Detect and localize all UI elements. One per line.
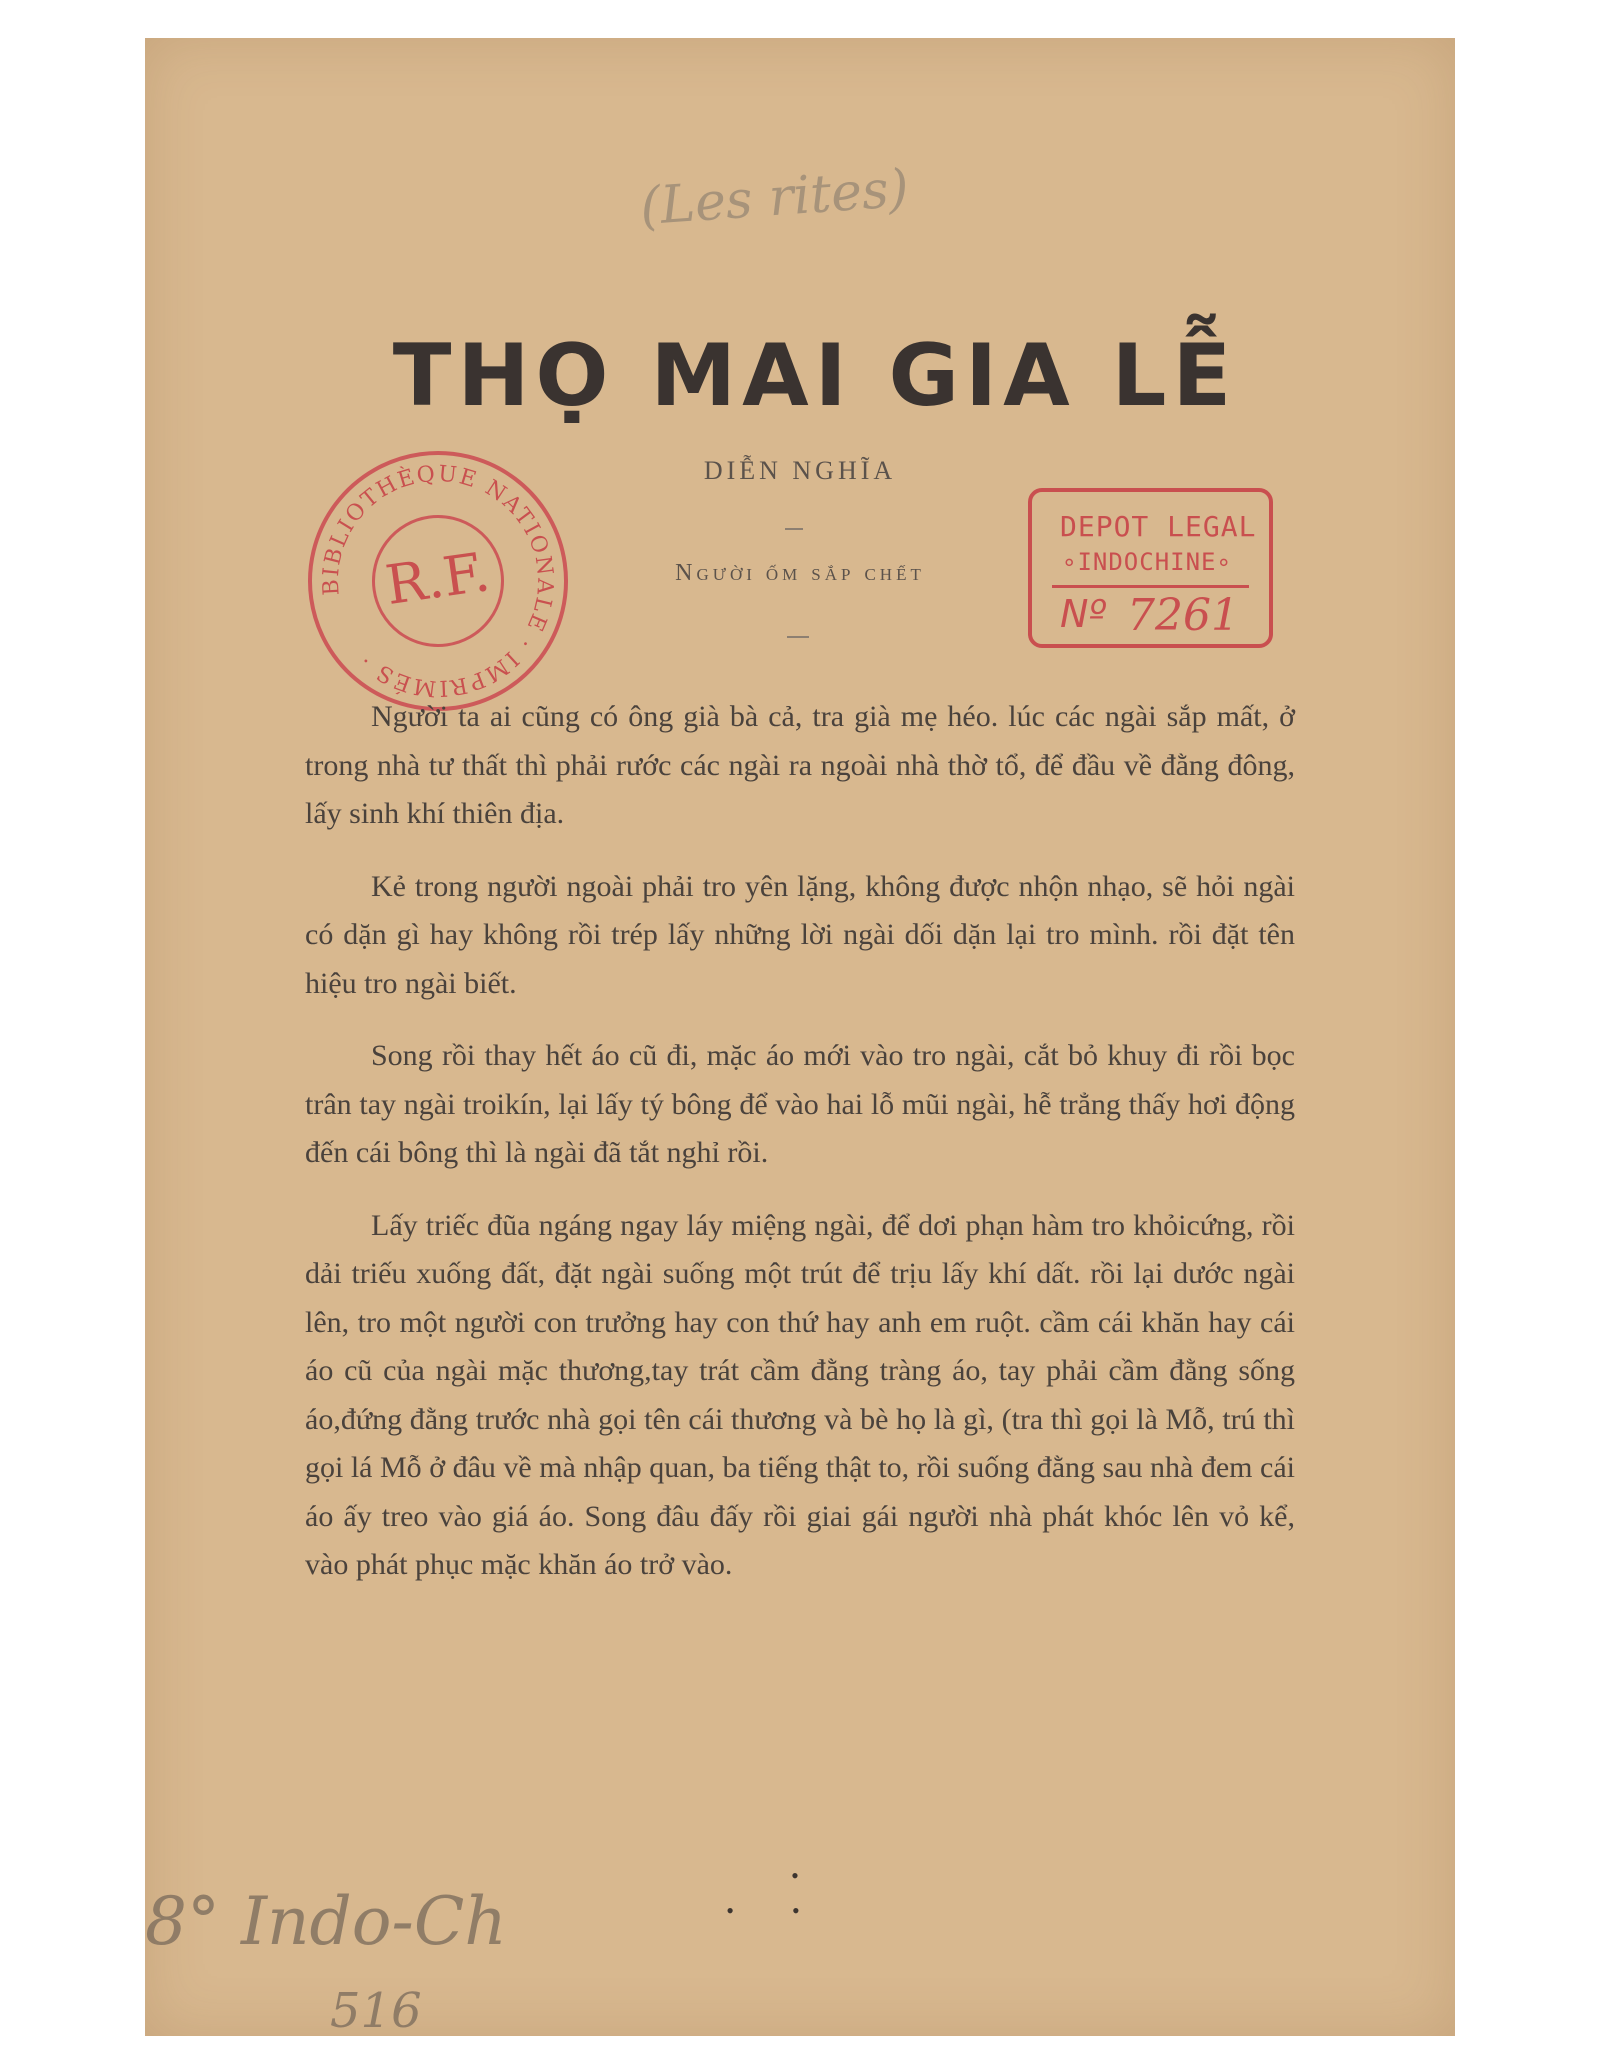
handwritten-shelfmark-number: 516	[330, 1983, 422, 2036]
paragraph: Người ta ai cũng có ông già bà cả, tra già mẹ héo. lúc các ngài sắp mất, ở trong nhà tư thất thì phải rước các ngài ra ngoài nhà thờ tổ, để đầu về đằng đông, lấy sinh khí thiên địa.	[305, 700, 1295, 830]
paragraph: Lấy triếc đũa ngáng ngay láy miệng ngài, để dơi phạn hàm tro khỏicứng, rồi dải triếu xuống đất, đặt ngài suống một trút để trịu lấy khí dất. rồi lại dước ngài lên, tro một người con trưởng hay con thứ hay anh em ruột. cầm cái khăn hay cái áo cũ của ngài mặc thương,tay trát cầm đằng tràng áo, tay phải cầm đằng sống áo,đứng đằng trước nhà gọi tên cái thương và bè họ là gì, (tra thì gọi là Mỗ, trú thì gọi lá Mỗ ở đâu về mà nhập quan, ba tiếng thật to, rồi suống đằng sau nhà đem cái áo ấy treo vào giá áo. Song đâu đấy rồi giai gái người nhà phát khóc lên vỏ kể, vào phát phục mặc khăn áo trở vào.	[305, 1208, 1295, 1581]
section-heading: Người ốm sắp chết	[675, 560, 925, 586]
document-page	[145, 38, 1455, 2036]
document-subtitle: DIỄN NGHĨA	[703, 456, 897, 485]
depot-legal-stamp	[1028, 488, 1273, 648]
library-stamp-monogram: R.F.	[381, 540, 494, 617]
ornament-dot: •	[791, 1863, 799, 1888]
paragraph: Song rồi thay hết áo cũ đi, mặc áo mới vào tro ngài, cắt bỏ khuy đi rồi bọc trân tay ngài troikín, lại lấy tý bông để vào hai lỗ mũi ngài, hễ trẳng thấy hơi động đến cái bông thì là ngài đã tắt nghỉ rồi.	[305, 1039, 1295, 1169]
divider-dash	[787, 636, 809, 638]
depot-legal-number: 7261	[1127, 590, 1239, 641]
depot-legal-label: DEPOT LEGAL	[1060, 510, 1257, 543]
depot-legal-rule	[1052, 585, 1249, 588]
paragraph: Kẻ trong người ngoài phải tro yên lặng, không được nhộn nhạo, sẽ hỏi ngài có dặn gì hay không rồi trép lấy những lời ngài dối dặn lại tro mình. rồi đặt tên hiệu tro ngài biết.	[305, 869, 1295, 1000]
handwritten-annotation-top: (Les rites)	[638, 158, 911, 238]
divider-dash	[785, 528, 803, 530]
library-stamp	[291, 434, 585, 728]
handwritten-shelfmark: 8° Indo-Ch	[145, 1883, 507, 1960]
library-stamp-ring-label: BIBLIOTHÈQUE NATIONALE · IMPRIMÉS ·	[318, 461, 558, 701]
document-title: THỌ MAI GIA LỄ	[392, 326, 1238, 426]
document-body	[305, 693, 1295, 1614]
depot-legal-number-label: Nº	[1060, 592, 1107, 636]
depot-legal-region: ∘INDOCHINE∘	[1062, 548, 1232, 576]
ornament-dots: ••	[726, 1898, 858, 1923]
